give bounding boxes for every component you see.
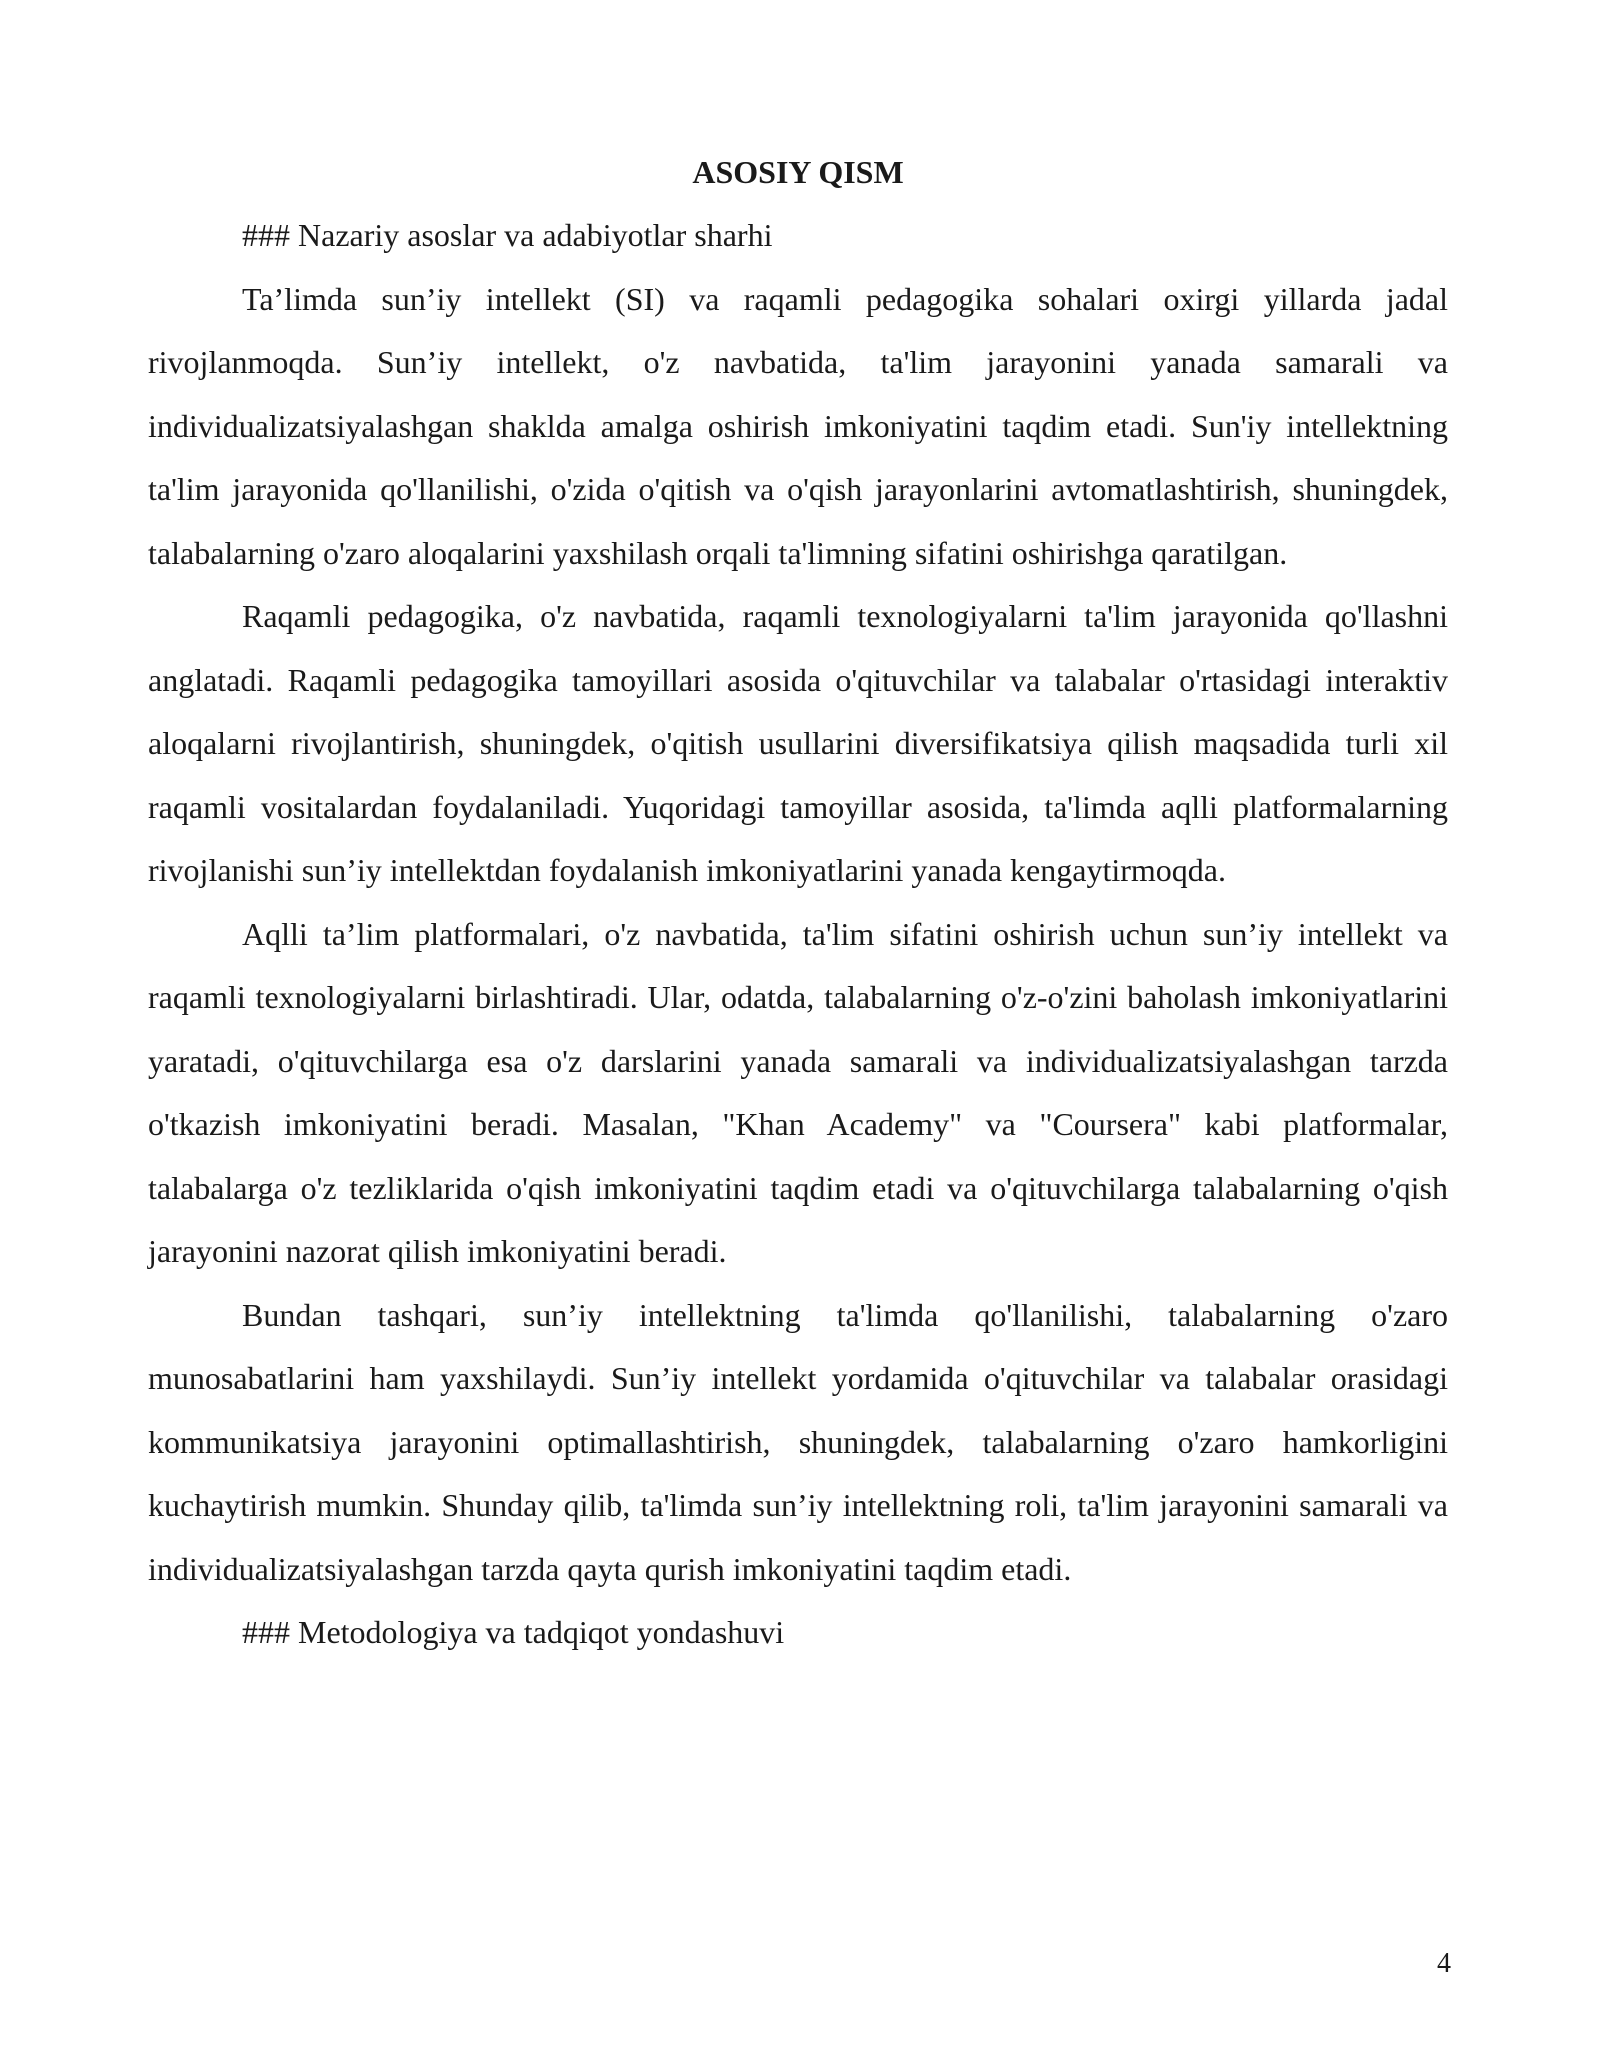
paragraph-smart-platforms: Aqlli ta’lim platformalari, o'z navbatida, ta'lim sifatini oshirish uchun sun’iy intellekt va raqamli texnologiyalarni birlashtiradi. Ular, odatda, talabalarning o'z-o'zini baholash imkoniyatlarini yaratadi, o'qituvchilarga esa o'z darslarini yanada samarali va individualizatsiyalashgan tarzda o'tkazish imkoniyatini beradi. Masalan, "Khan Academy" va "Coursera" kabi platformalar, talabalarga o'z tezliklarida o'qish imkoniyatini taqdim etadi va o'qituvchilarga talabalarning o'qish jarayonini nazorat qilish imkoniyatini beradi. — [148, 915, 1448, 1269]
section-heading-methodology: ### Metodologiya va tadqiqot yondashuvi — [242, 1614, 785, 1650]
page-content — [148, 140, 1448, 1665]
paragraph-interaction: Bundan tashqari, sun’iy intellektning ta'limda qo'llanilishi, talabalarning o'zaro munosabatlarini ham yaxshilaydi. Sun’iy intellekt yordamida o'qituvchilar va talabalar orasidagi kommunikatsiya jarayonini optimallashtirish, shuningdek, talabalarning o'zaro hamkorligini kuchaytirish mumkin. Shunday qilib, ta'limda sun’iy intellektning roli, ta'lim jarayonini samarali va individualizatsiyalashgan tarzda qayta qurish imkoniyatini taqdim etadi. — [148, 1296, 1448, 1587]
paragraph-ai-in-education: Ta’limda sun’iy intellekt (SI) va raqamli pedagogika sohalari oxirgi yillarda jadal rivojlanmoqda. Sun’iy intellekt, o'z navbatida, ta'lim jarayonini yanada samarali va individualizatsiyalashgan shaklda amalga oshirish imkoniyatini taqdim etadi. Sun'iy intellektning ta'lim jarayonida qo'llanilishi, o'zida o'qitish va o'qish jarayonlarini avtomatlashtirish, shuningdek, talabalarning o'zaro aloqalarini yaxshilash orqali ta'limning sifatini oshirishga qaratilgan. — [148, 280, 1448, 571]
paragraph-digital-pedagogy: Raqamli pedagogika, o'z navbatida, raqamli texnologiyalarni ta'lim jarayonida qo'llashni anglatadi. Raqamli pedagogika tamoyillari asosida o'qituvchilar va talabalar o'rtasidagi interaktiv aloqalarni rivojlantirish, shuningdek, o'qitish usullarini diversifikatsiya qilish maqsadida turli xil raqamli vositalardan foydalaniladi. Yuqoridagi tamoyillar asosida, ta'limda aqlli platformalarning rivojlanishi sun’iy intellektdan foydalanish imkoniyatlarini yanada kengaytirmoqda. — [148, 598, 1448, 888]
page-number: 4 — [1437, 1948, 1451, 1979]
page-title: ASOSIY QISM — [692, 154, 904, 190]
section-heading-theory: ### Nazariy asoslar va adabiyotlar sharhi — [242, 217, 773, 253]
